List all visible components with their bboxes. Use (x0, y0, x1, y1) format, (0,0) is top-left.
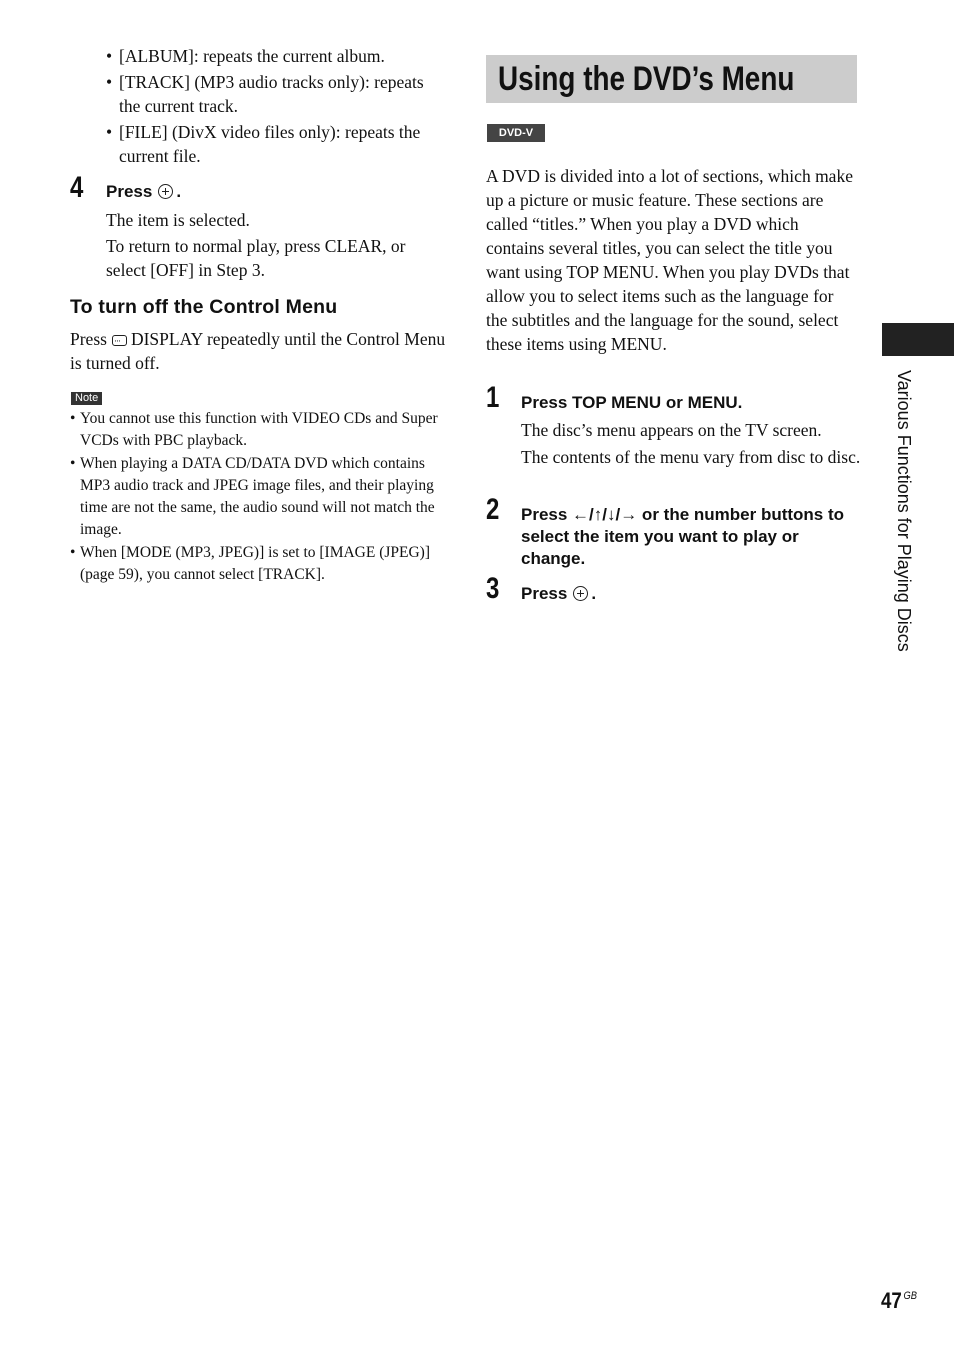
step-3-period: . (591, 584, 597, 603)
display-button-icon (112, 335, 127, 346)
section-title: Using the DVD’s Menu (498, 60, 795, 98)
enter-circle-icon (573, 586, 588, 601)
dvd-v-badge: DVD-V (487, 124, 545, 142)
list-item: • [FILE] (DivX video files only): repeats the current file. (106, 120, 446, 168)
step-number-1: 1 (486, 381, 500, 414)
step-number-4: 4 (70, 171, 84, 204)
control-menu-text (70, 327, 446, 375)
step-number-3: 3 (486, 572, 500, 605)
intro-paragraph: A DVD is divided into a lot of sections, which make up a picture or music feature. These sections are called “titles.” When you play a DVD which contains several titles, you can select the title you want using TOP MENU. When you play DVDs that allow you to select items such as the language for the subtitles and the language for the sound, select these items using MENU. (486, 166, 853, 354)
step-1-body-2: The contents of the menu vary from disc to disc. (521, 447, 861, 467)
step-1-body-1: The disc’s menu appears on the TV screen. (521, 420, 822, 440)
step-3-press-label: Press (521, 584, 568, 603)
chapter-side-label: Various Functions for Playing Discs (894, 370, 914, 652)
note-item: • You cannot use this function with VIDEO CDs and Super VCDs with PBC playback. (70, 408, 442, 452)
note-item: • When playing a DATA CD/DATA DVD which contains MP3 audio track and JPEG image files, and their playing time are not the same, the audio sound will not match the image. (70, 453, 442, 541)
chapter-tab-marker (882, 323, 954, 356)
step-4-body-2: To return to normal play, press CLEAR, or select [OFF] in Step 3. (106, 236, 406, 280)
list-item: • [TRACK] (MP3 audio tracks only): repeats the current track. (106, 70, 446, 118)
section-title-bar (486, 55, 857, 103)
page-number-suffix: GB (903, 1290, 918, 1302)
step-4-press-label: Press (106, 182, 153, 201)
enter-circle-icon (158, 184, 173, 199)
control-menu-press-label: Press (70, 329, 107, 349)
repeat-options-list (106, 44, 446, 170)
list-item: • [ALBUM]: repeats the current album. (106, 44, 446, 68)
page-number-value: 47 (881, 1288, 902, 1313)
page-number (881, 1283, 917, 1314)
note-badge: Note (71, 392, 102, 405)
control-menu-rest: DISPLAY repeatedly until the Control Menu is turned off. (70, 329, 446, 373)
step-4-heading (106, 181, 181, 203)
note-item: • When [MODE (MP3, JPEG)] is set to [IMAGE (JPEG)] (page 59), you cannot select [TRACK]. (70, 542, 442, 586)
step-1-heading: Press TOP MENU or MENU. (521, 393, 743, 412)
step-2-heading: Press ←/↑/↓/→ or the number buttons to select the item you want to play or change. (521, 505, 845, 568)
step-4-period: . (176, 182, 182, 201)
note-list (70, 408, 442, 587)
control-menu-heading: To turn off the Control Menu (70, 296, 338, 318)
step-4-body-1: The item is selected. (106, 210, 250, 230)
step-number-2: 2 (486, 493, 500, 526)
step-3-heading (521, 583, 596, 605)
